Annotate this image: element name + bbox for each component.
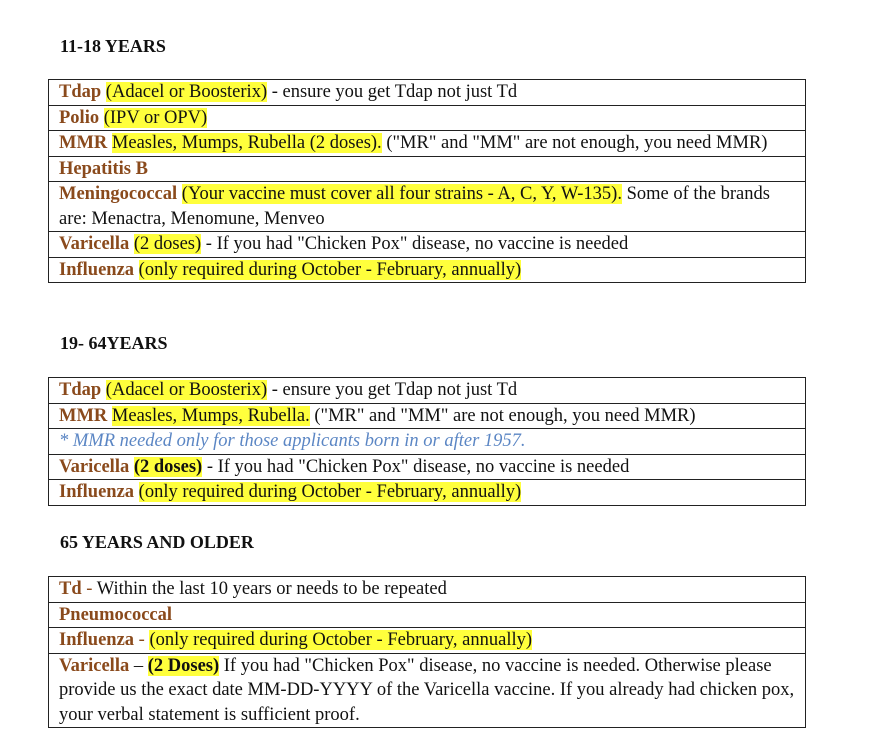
highlighted-text: (2 doses) — [133, 456, 203, 477]
section-heading-65-older: 65 YEARS AND OLDER — [60, 532, 254, 552]
row-text: ("MR" and "MM" are not enough, you need MMR) — [309, 405, 696, 426]
vaccine-name: Influenza — [59, 482, 135, 502]
highlighted-text: (2 Doses) — [147, 655, 220, 676]
highlighted-text: (only required during October - February, annually) — [149, 630, 533, 650]
separator: - — [134, 630, 150, 650]
table-row — [49, 156, 805, 182]
row-text: If you had "Chicken Pox" disease, no vaccine is needed. Otherwise please provide us the exact date MM-DD-YYYY of the Varicella vaccine. If you already had chicken pox, your verbal statement is sufficient proof. — [59, 655, 795, 725]
table-row — [49, 80, 805, 105]
table-row — [49, 454, 805, 480]
highlighted-text: Measles, Mumps, Rubella (2 doses). — [111, 133, 382, 153]
highlighted-text: (only required during October - February, annually) — [138, 259, 522, 280]
table-row — [49, 403, 805, 429]
row-text: ("MR" and "MM" are not enough, you need MMR) — [381, 133, 768, 153]
vaccine-name: Pneumococcal — [59, 604, 173, 625]
vaccine-name: Tdap — [59, 82, 102, 102]
separator: - — [81, 579, 97, 599]
highlighted-text: (Your vaccine must cover all four strains - A, C, Y, W-135). — [181, 184, 622, 204]
section-heading-19-64: 19- 64YEARS — [60, 333, 168, 353]
vaccine-name: Polio — [59, 107, 100, 128]
vaccine-name: Influenza — [59, 630, 135, 650]
vaccine-name: Tdap — [59, 380, 102, 400]
table-row — [49, 479, 805, 505]
vaccine-name: Varicella — [59, 456, 130, 477]
vaccine-name: MMR — [59, 133, 108, 153]
row-text: - ensure you get Tdap not just Td — [267, 380, 518, 400]
vaccine-name: Meningococcal — [59, 184, 178, 204]
mmr-note: * MMR needed only for those applicants born in or after 1957. — [59, 431, 526, 451]
vaccine-table-11-18 — [48, 79, 806, 283]
row-text: - If you had "Chicken Pox" disease, no vaccine is needed — [202, 456, 630, 477]
separator: – — [129, 655, 148, 676]
highlighted-text: (Adacel or Boosterix) — [105, 380, 268, 400]
row-text: Some of the brands are: Menactra, Menomune, Menveo — [59, 184, 770, 229]
row-text: - If you had "Chicken Pox" disease, no vaccine is needed — [201, 234, 629, 254]
table-row — [49, 257, 805, 283]
table-row — [49, 577, 805, 602]
row-text: Within the last 10 years or needs to be repeated — [96, 579, 447, 599]
table-row — [49, 653, 805, 728]
table-row — [49, 130, 805, 156]
vaccine-name: Hepatitis B — [59, 158, 148, 179]
table-row — [49, 627, 805, 653]
vaccine-name: Td — [59, 579, 82, 599]
table-row — [49, 602, 805, 628]
table-row — [49, 428, 805, 454]
table-row — [49, 181, 805, 231]
highlighted-text: Measles, Mumps, Rubella. — [111, 405, 310, 426]
row-text: - ensure you get Tdap not just Td — [267, 82, 518, 102]
vaccine-table-19-64 — [48, 377, 806, 506]
table-row — [49, 231, 805, 257]
vaccine-name: Varicella — [59, 655, 130, 676]
table-row — [49, 105, 805, 131]
highlighted-text: (only required during October - February, annually) — [138, 482, 522, 502]
highlighted-text: (IPV or OPV) — [103, 107, 208, 128]
vaccine-name: Varicella — [59, 234, 130, 254]
vaccine-table-65-older — [48, 576, 806, 728]
section-heading-11-18: 11-18 YEARS — [60, 36, 166, 56]
highlighted-text: (Adacel or Boosterix) — [105, 82, 268, 102]
vaccine-name: MMR — [59, 405, 108, 426]
table-row — [49, 378, 805, 403]
highlighted-text: (2 doses) — [133, 234, 202, 254]
vaccine-name: Influenza — [59, 259, 135, 280]
